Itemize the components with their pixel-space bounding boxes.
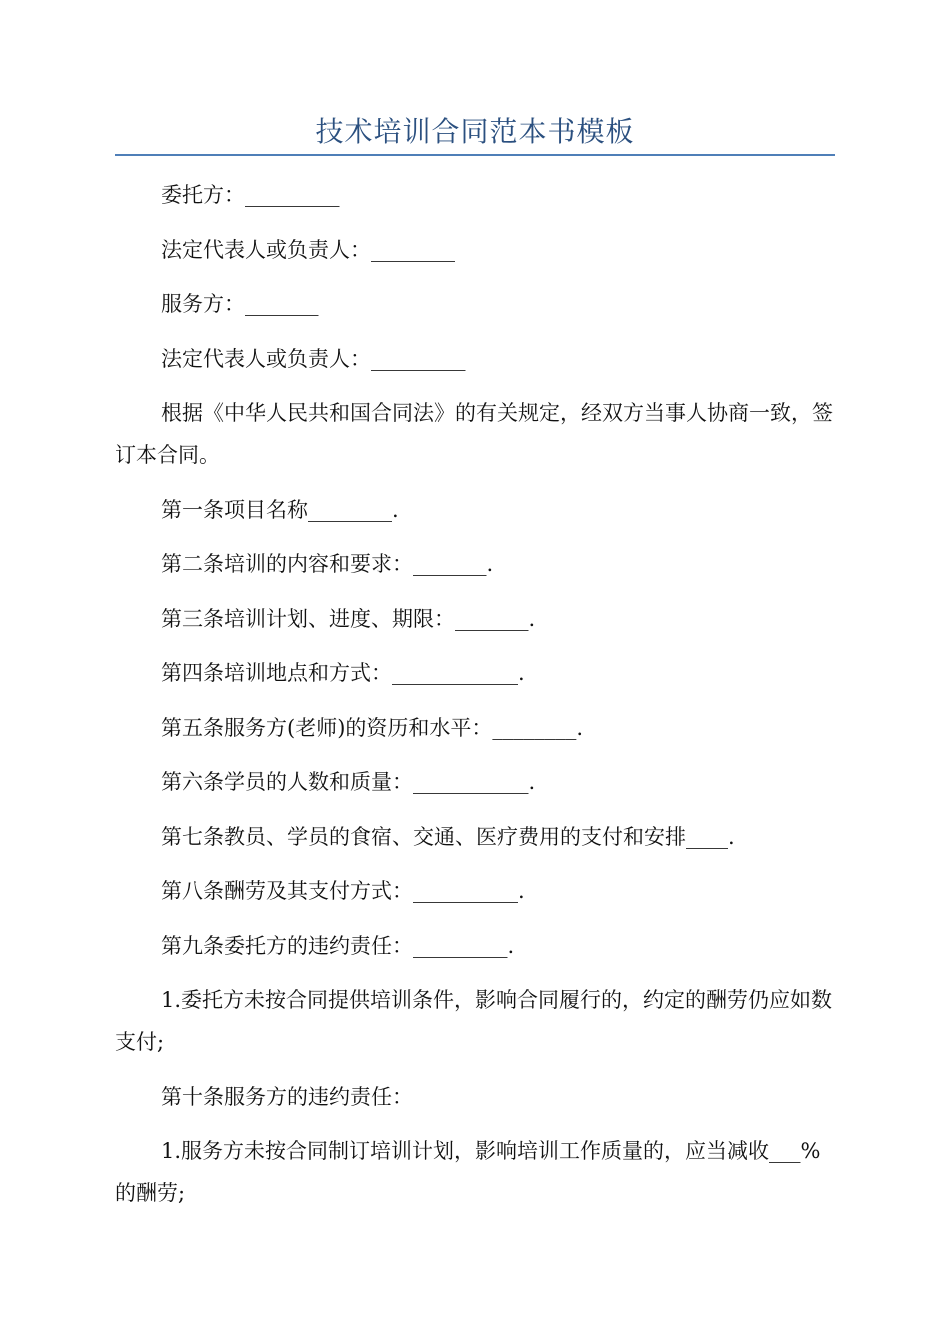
paragraph-article-3: 第三条培训计划、进度、期限：_______. xyxy=(161,606,536,631)
paragraph-article-10: 第十条服务方的违约责任： xyxy=(161,1084,413,1109)
paragraph-article-1: 第一条项目名称________. xyxy=(161,497,399,522)
paragraph-article-9-item-1: 1.委托方未按合同提供培训条件，影响合同履行的，约定的酬劳仍应如数支付; xyxy=(115,988,833,1054)
paragraph-article-4: 第四条培训地点和方式：____________. xyxy=(161,661,525,685)
paragraph-preamble: 根据《中华人民共和国合同法》的有关规定，经双方当事人协商一致，签订本合同。 xyxy=(115,401,833,467)
paragraph-provider: 服务方：_______ xyxy=(161,292,319,316)
paragraph-article-8: 第八条酬劳及其支付方式：__________. xyxy=(161,879,525,903)
document-title: 技术培训合同范本书模板 xyxy=(315,115,635,148)
paragraph-article-5: 第五条服务方(老师)的资历和水平：________. xyxy=(161,715,584,740)
paragraph-article-6: 第六条学员的人数和质量：___________. xyxy=(161,770,536,794)
paragraph-article-10-item-1: 1.服务方未按合同制订培训计划，影响培训工作质量的，应当减收___%的酬劳; xyxy=(115,1139,821,1205)
paragraph-client-representative: 法定代表人或负责人：________ xyxy=(161,237,455,262)
document-body xyxy=(115,174,835,1227)
title-underline xyxy=(115,154,835,156)
paragraph-article-9: 第九条委托方的违约责任：_________. xyxy=(161,933,515,958)
paragraph-article-7: 第七条教员、学员的食宿、交通、医疗费用的支付和安排____. xyxy=(161,824,735,849)
paragraph-client: 委托方：_________ xyxy=(161,183,340,207)
paragraph-article-2: 第二条培训的内容和要求：_______. xyxy=(161,552,494,576)
paragraph-provider-representative: 法定代表人或负责人：_________ xyxy=(161,346,466,371)
